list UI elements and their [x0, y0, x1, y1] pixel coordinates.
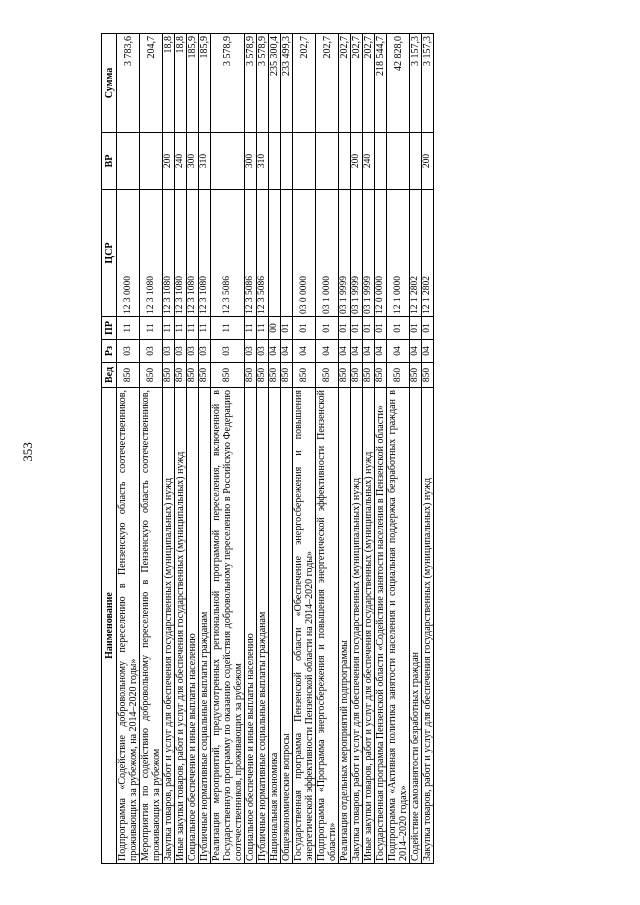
table-row: [199, 34, 211, 864]
table-row: [163, 34, 175, 864]
cell-ved: 850: [363, 363, 375, 388]
cell-ved: 850: [375, 363, 387, 388]
cell-name: Государственная программа Пензенской области «Содействие занятости населения в Пензенской области»: [375, 388, 387, 864]
cell-csr: 03 1 9999: [351, 190, 363, 317]
cell-name: Подпрограмма «Активная политика занятости населения и социальная поддержка безработных граждан в 2014–2020 годах»: [387, 388, 410, 864]
cell-csr: 12 1 2802: [410, 190, 422, 317]
cell-ved: 850: [245, 363, 257, 388]
cell-rz: 04: [339, 340, 351, 363]
cell-vr: [281, 133, 293, 190]
cell-csr: [281, 190, 293, 317]
cell-pr: 11: [117, 317, 140, 340]
cell-pr: 01: [410, 317, 422, 340]
cell-name: Реализация отдельных мероприятий подпрограммы: [339, 388, 351, 864]
cell-rz: 03: [257, 340, 269, 363]
cell-name: Иные закупки товаров, работ и услуг для обеспечения государственных (муниципальных) нужд: [175, 388, 187, 864]
cell-ved: 850: [175, 363, 187, 388]
cell-name: Публичные нормативные социальные выплаты гражданам: [199, 388, 211, 864]
header-sum: Сумма: [102, 34, 117, 133]
cell-pr: 01: [422, 317, 434, 340]
cell-pr: 01: [375, 317, 387, 340]
cell-vr: [387, 133, 410, 190]
cell-name: Социальное обеспечение и иные выплаты населению: [187, 388, 199, 864]
cell-ved: 850: [140, 363, 163, 388]
cell-sum: 233 499,3: [281, 34, 293, 133]
cell-sum: 202,7: [293, 34, 316, 133]
cell-ved: 850: [257, 363, 269, 388]
table-row: [351, 34, 363, 864]
cell-name: Государственная программа Пензенской области «Обеспечение энергосбережения и повышения энергетической эффективности Пензенской области на 2014–2020 годы»: [293, 388, 316, 864]
cell-sum: 3 157,3: [422, 34, 434, 133]
header-ved: Вед: [102, 363, 117, 388]
cell-sum: 18,8: [175, 34, 187, 133]
table-row: [375, 34, 387, 864]
cell-name: Подпрограмма «Программа энергосбережения и повышения энергетической эффективности Пензенской области»: [316, 388, 339, 864]
cell-sum: 3 578,9: [211, 34, 245, 133]
cell-csr: 12 3 1080: [163, 190, 175, 317]
budget-table: [101, 33, 434, 864]
cell-rz: 03: [140, 340, 163, 363]
cell-vr: [375, 133, 387, 190]
cell-rz: 04: [269, 340, 281, 363]
cell-rz: 04: [281, 340, 293, 363]
cell-pr: 11: [257, 317, 269, 340]
cell-ved: 850: [410, 363, 422, 388]
cell-ved: 850: [387, 363, 410, 388]
cell-rz: 03: [245, 340, 257, 363]
cell-name: Мероприятия по содействию добровольному переселению в Пензенскую область соотечественников, проживающих за рубежом: [140, 388, 163, 864]
table-row: [410, 34, 422, 864]
cell-rz: 04: [410, 340, 422, 363]
cell-name: Закупка товаров, работ и услуг для обеспечения государственных (муниципальных) нужд: [351, 388, 363, 864]
cell-pr: 11: [175, 317, 187, 340]
cell-sum: 218 544,7: [375, 34, 387, 133]
cell-name: Публичные нормативные социальные выплаты гражданам: [257, 388, 269, 864]
table-row: [211, 34, 245, 864]
cell-vr: 310: [199, 133, 211, 190]
cell-ved: 850: [316, 363, 339, 388]
cell-name: Закупка товаров, работ и услуг для обеспечения государственных (муниципальных) нужд: [422, 388, 434, 864]
cell-name: Реализация мероприятий, предусмотренных региональной программой переселения, включенной в Государственную программу по оказанию содействия добровольному переселению в Российскую Федерацию соотечественников, проживающих за рубежом: [211, 388, 245, 864]
cell-csr: 12 3 1080: [140, 190, 163, 317]
header-pr: ПР: [102, 317, 117, 340]
table-row: [387, 34, 410, 864]
table-row: [257, 34, 269, 864]
cell-name: Социальное обеспечение и иные выплаты населению: [245, 388, 257, 864]
cell-rz: 03: [163, 340, 175, 363]
cell-csr: 12 0 0000: [375, 190, 387, 317]
cell-ved: 850: [422, 363, 434, 388]
cell-csr: 12 3 5086: [211, 190, 245, 317]
cell-pr: 01: [363, 317, 375, 340]
table-row: [281, 34, 293, 864]
cell-rz: 04: [375, 340, 387, 363]
cell-pr: 01: [293, 317, 316, 340]
cell-sum: 235 300,4: [269, 34, 281, 133]
cell-pr: 01: [281, 317, 293, 340]
cell-csr: 12 3 1080: [187, 190, 199, 317]
table-row: [140, 34, 163, 864]
cell-name: Закупка товаров, работ и услуг для обеспечения государственных (муниципальных) нужд: [163, 388, 175, 864]
cell-vr: 200: [422, 133, 434, 190]
page-number: 353: [20, 442, 35, 462]
cell-sum: 202,7: [363, 34, 375, 133]
cell-rz: 04: [351, 340, 363, 363]
cell-sum: 3 783,6: [117, 34, 140, 133]
cell-rz: 04: [293, 340, 316, 363]
cell-ved: 850: [187, 363, 199, 388]
table-row: [316, 34, 339, 864]
cell-csr: 12 1 0000: [387, 190, 410, 317]
cell-sum: 18,8: [163, 34, 175, 133]
cell-rz: 03: [211, 340, 245, 363]
cell-sum: 42 828,0: [387, 34, 410, 133]
cell-vr: [410, 133, 422, 190]
table-row: [422, 34, 434, 864]
cell-vr: 240: [363, 133, 375, 190]
cell-pr: 11: [199, 317, 211, 340]
table-row: [269, 34, 281, 864]
cell-vr: 300: [245, 133, 257, 190]
cell-name: Общеэкономические вопросы: [281, 388, 293, 864]
cell-vr: [140, 133, 163, 190]
cell-pr: 01: [387, 317, 410, 340]
cell-pr: 11: [245, 317, 257, 340]
cell-rz: 04: [387, 340, 410, 363]
cell-csr: 12 3 5086: [245, 190, 257, 317]
cell-sum: 185,9: [187, 34, 199, 133]
cell-vr: [293, 133, 316, 190]
cell-pr: 11: [211, 317, 245, 340]
cell-vr: [269, 133, 281, 190]
cell-ved: 850: [199, 363, 211, 388]
cell-vr: 310: [257, 133, 269, 190]
table-row: [363, 34, 375, 864]
table-row: [339, 34, 351, 864]
cell-rz: 03: [117, 340, 140, 363]
cell-pr: 01: [339, 317, 351, 340]
cell-csr: 03 1 0000: [316, 190, 339, 317]
cell-csr: 12 3 0000: [117, 190, 140, 317]
header-vr: ВР: [102, 133, 117, 190]
cell-pr: 01: [316, 317, 339, 340]
cell-name: Национальная экономика: [269, 388, 281, 864]
cell-sum: 3 578,9: [245, 34, 257, 133]
cell-vr: [339, 133, 351, 190]
cell-rz: 04: [422, 340, 434, 363]
cell-sum: 185,9: [199, 34, 211, 133]
cell-vr: 200: [351, 133, 363, 190]
table-row: [175, 34, 187, 864]
cell-csr: 12 3 1080: [199, 190, 211, 317]
cell-pr: 11: [187, 317, 199, 340]
cell-vr: [211, 133, 245, 190]
cell-sum: 202,7: [316, 34, 339, 133]
cell-csr: 12 1 2802: [422, 190, 434, 317]
cell-rz: 04: [363, 340, 375, 363]
cell-pr: 11: [163, 317, 175, 340]
cell-rz: 04: [316, 340, 339, 363]
cell-ved: 850: [269, 363, 281, 388]
cell-csr: 12 3 5086: [257, 190, 269, 317]
cell-name: Иные закупки товаров, работ и услуг для обеспечения государственных (муниципальных) нужд: [363, 388, 375, 864]
cell-name: Подпрограмма «Содействие добровольному переселению в Пензенскую область соотечественников, проживающих за рубежом, на 2014–2020 годы»: [117, 388, 140, 864]
cell-ved: 850: [117, 363, 140, 388]
cell-ved: 850: [211, 363, 245, 388]
cell-sum: 202,7: [351, 34, 363, 133]
table-body: [117, 34, 434, 864]
header-rz: Рз: [102, 340, 117, 363]
table-row: [245, 34, 257, 864]
cell-ved: 850: [351, 363, 363, 388]
cell-csr: 03 1 9999: [339, 190, 351, 317]
cell-ved: 850: [339, 363, 351, 388]
header-csr: ЦСР: [102, 190, 117, 317]
cell-sum: 3 157,3: [410, 34, 422, 133]
table-header-row: [102, 34, 117, 864]
cell-vr: 300: [187, 133, 199, 190]
cell-sum: 202,7: [339, 34, 351, 133]
cell-vr: [316, 133, 339, 190]
cell-pr: 00: [269, 317, 281, 340]
cell-rz: 03: [187, 340, 199, 363]
cell-vr: [117, 133, 140, 190]
cell-sum: 3 578,9: [257, 34, 269, 133]
cell-ved: 850: [281, 363, 293, 388]
rotated-page-content: [101, 34, 551, 864]
header-name: Наименование: [102, 388, 117, 864]
cell-vr: 240: [175, 133, 187, 190]
cell-sum: 204,7: [140, 34, 163, 133]
cell-csr: 03 1 9999: [363, 190, 375, 317]
cell-rz: 03: [175, 340, 187, 363]
table-row: [293, 34, 316, 864]
cell-name: Содействие самозанятости безработных граждан: [410, 388, 422, 864]
cell-ved: 850: [163, 363, 175, 388]
cell-ved: 850: [293, 363, 316, 388]
cell-csr: [269, 190, 281, 317]
table-row: [187, 34, 199, 864]
cell-csr: 03 0 0000: [293, 190, 316, 317]
cell-rz: 03: [199, 340, 211, 363]
cell-pr: 11: [140, 317, 163, 340]
cell-csr: 12 3 1080: [175, 190, 187, 317]
table-row: [117, 34, 140, 864]
cell-vr: 200: [163, 133, 175, 190]
cell-pr: 01: [351, 317, 363, 340]
